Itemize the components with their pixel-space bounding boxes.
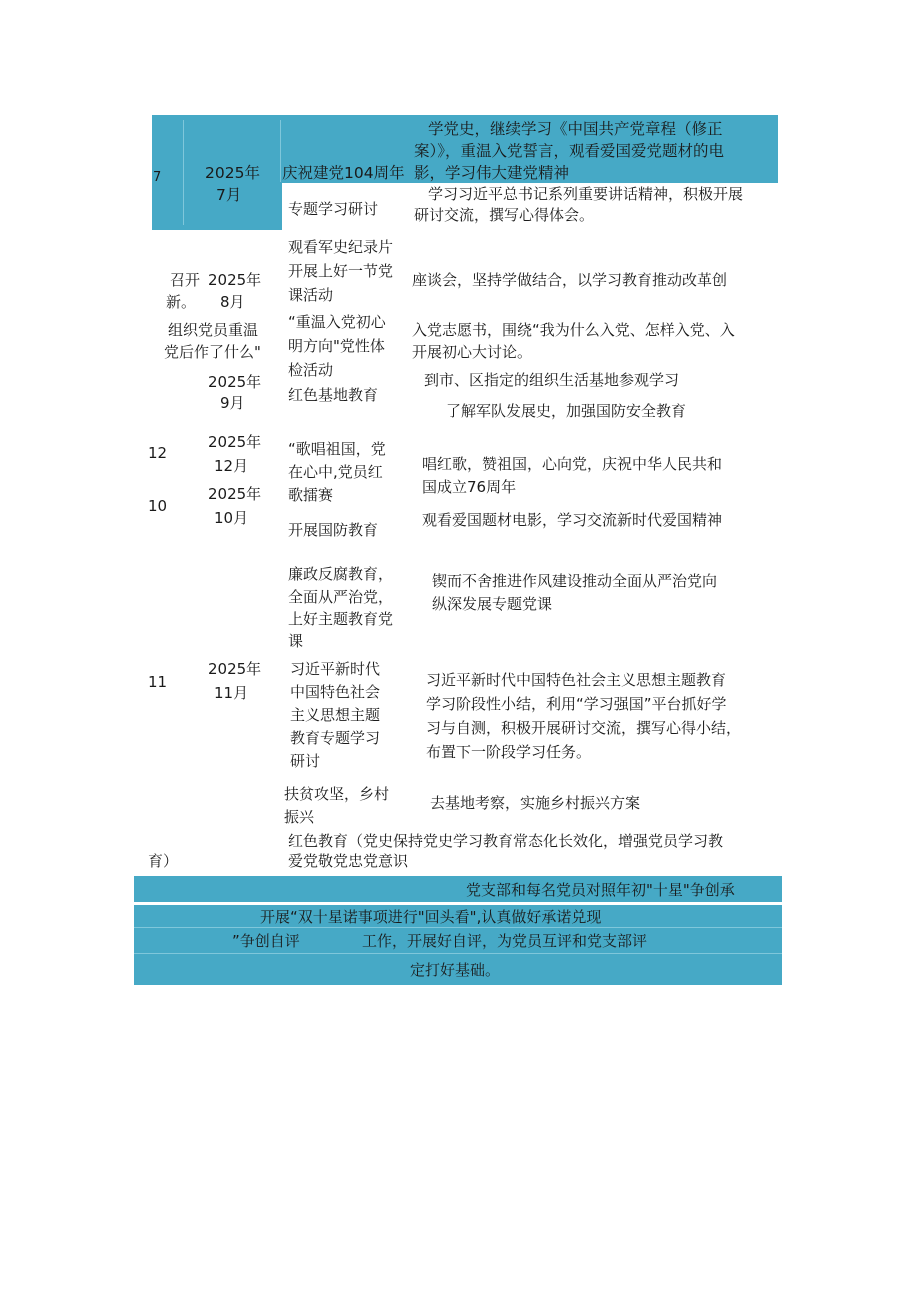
row-content-clean-line2: 纵深发展专题党课 [432, 595, 553, 613]
header-band-divider2 [280, 120, 281, 182]
row-date-sep-line1: 2025年 [208, 373, 262, 391]
row-left-oath-line1: 组织党员重温 [168, 321, 259, 339]
row-theme-aug-film-line2: 开展上好一节党 [288, 262, 394, 280]
row-date-july-line1: 2025年 [205, 164, 260, 182]
row-date-july-line2: 7月 [216, 186, 242, 204]
row-content-sep-line1: 到市、区指定的组织生活基地参观学习 [424, 371, 680, 389]
footer-line3-right: 工作，开展好自评，为党员互评和党支部评 [362, 932, 648, 950]
row-theme-clean-line2: 全面从严治党， [288, 588, 394, 606]
row-theme-dec-line1: “歌唱祖国，党 [288, 440, 386, 458]
row-date-nov-line2: 11月 [214, 684, 249, 702]
row-content-nov-line2: 学习阶段性小结，利用“学习强国”平台抓好学 [426, 695, 727, 713]
row-theme-dec-line3: 歌擂赛 [288, 486, 334, 504]
row-theme-clean-line4: 课 [288, 632, 304, 650]
row-theme-poverty-line2: 振兴 [284, 808, 315, 826]
row-theme-sep: 红色基地教育 [288, 386, 379, 404]
row-theme-july-study: 专题学习研讨 [288, 200, 379, 218]
row-number-7: 7 [153, 170, 162, 185]
row-date-aug-line2: 8月 [220, 293, 245, 311]
row-theme-oath-line3: 检活动 [288, 361, 334, 379]
row-content-nov-line3: 习与自测，积极开展研讨交流，撰写心得小结， [426, 719, 742, 737]
row-content-nov-line1: 习近平新时代中国特色社会主义思想主题教育 [426, 671, 727, 689]
row-theme-poverty-line1: 扶贫攻坚，乡村 [284, 785, 390, 803]
row-theme-celebration: 庆祝建党104周年 [282, 164, 405, 182]
row-content-nov-line4: 布置下一阶段学习任务。 [426, 743, 592, 761]
row-red-line2: 爱党敬党忠党意识 [288, 852, 409, 870]
row-content-celebration-line3: 影，学习伟大建党精神 [414, 164, 570, 182]
header-band-divider [183, 120, 184, 225]
footer-line3-left: ”争创自评 [232, 932, 300, 950]
row-theme-clean-line3: 上好主题教育党 [288, 610, 394, 628]
footer-line4: 定打好基础。 [410, 961, 501, 979]
row-content-july-study-line2: 研讨交流，撰写心得体会。 [414, 206, 595, 224]
row-theme-oct: 开展国防教育 [288, 521, 379, 539]
row-content-aug-film: 座谈会，坚持学做结合，以学习教育推动改革创 [412, 271, 728, 289]
row-theme-nov-line4: 教育专题学习 [290, 729, 381, 747]
footer-line1: 党支部和每名党员对照年初"十星"争创承 [466, 881, 735, 899]
row-date-oct-line2: 10月 [214, 509, 249, 527]
row-content-sep-line2: 了解军队发展史，加强国防安全教育 [446, 402, 687, 420]
row-content-oath-line2: 开展初心大讨论。 [412, 343, 533, 361]
row-theme-aug-film-line3: 课活动 [288, 286, 334, 304]
footer-line2: 开展“双十星诺事项进行"回头看",认真做好承诺兑现 [260, 908, 602, 926]
row-content-oct: 观看爱国题材电影，学习交流新时代爱国精神 [422, 511, 723, 529]
row-date-sep-line2: 9月 [220, 394, 245, 412]
row-number-10: 10 [148, 497, 168, 515]
row-theme-oath-line1: “重温入党初心 [288, 313, 386, 331]
row-left-oath-line2: 党后作了什么" [164, 343, 261, 361]
row-content-dec-line1: 唱红歌，赞祖国，心向党，庆祝中华人民共和 [422, 455, 723, 473]
row-theme-dec-line2: 在心中,党员红 [288, 463, 383, 481]
row-content-clean-line1: 锲而不舍推进作风建设推动全面从严治党向 [432, 572, 718, 590]
row-content-celebration-line1: 学党史，继续学习《中国共产党章程（修正 [428, 120, 723, 138]
row-theme-aug-film-line1: 观看军史纪录片 [288, 238, 394, 256]
row-left-aug-line2: 新。 [166, 293, 197, 311]
row-content-poverty: 去基地考察，实施乡村振兴方案 [430, 794, 641, 812]
row-left-red: 育） [148, 852, 179, 870]
row-date-dec-line1: 2025年 [208, 433, 262, 451]
row-theme-oath-line2: 明方向"党性体 [288, 337, 385, 355]
row-red-line1: 红色教育（党史保持党史学习教育常态化长效化，增强党员学习教 [288, 832, 724, 850]
row-number-12: 12 [148, 444, 168, 462]
row-number-11: 11 [148, 673, 168, 691]
row-content-oath-line1: 入党志愿书，围绕“我为什么入党、怎样入党、入 [412, 321, 735, 339]
row-theme-nov-line2: 中国特色社会 [290, 683, 381, 701]
row-content-celebration-line2: 案）》，重温入党誓言，观看爱国爱党题材的电 [414, 142, 725, 160]
row-content-july-study-line1: 学习习近平总书记系列重要讲话精神，积极开展 [428, 185, 744, 203]
row-date-oct-line1: 2025年 [208, 485, 262, 503]
row-theme-nov-line3: 主义思想主题 [290, 706, 381, 724]
row-date-nov-line1: 2025年 [208, 660, 262, 678]
footer-band-rule [134, 953, 782, 954]
row-content-dec-line2: 国成立76周年 [422, 478, 517, 496]
row-theme-clean-line1: 廉政反腐教育， [288, 565, 394, 583]
row-theme-nov-line5: 研讨 [290, 752, 321, 770]
row-date-dec-line2: 12月 [214, 457, 249, 475]
row-date-aug-line1: 2025年 [208, 271, 262, 289]
row-theme-nov-line1: 习近平新时代 [290, 660, 381, 678]
row-left-aug-line1: 召开 [170, 271, 201, 289]
